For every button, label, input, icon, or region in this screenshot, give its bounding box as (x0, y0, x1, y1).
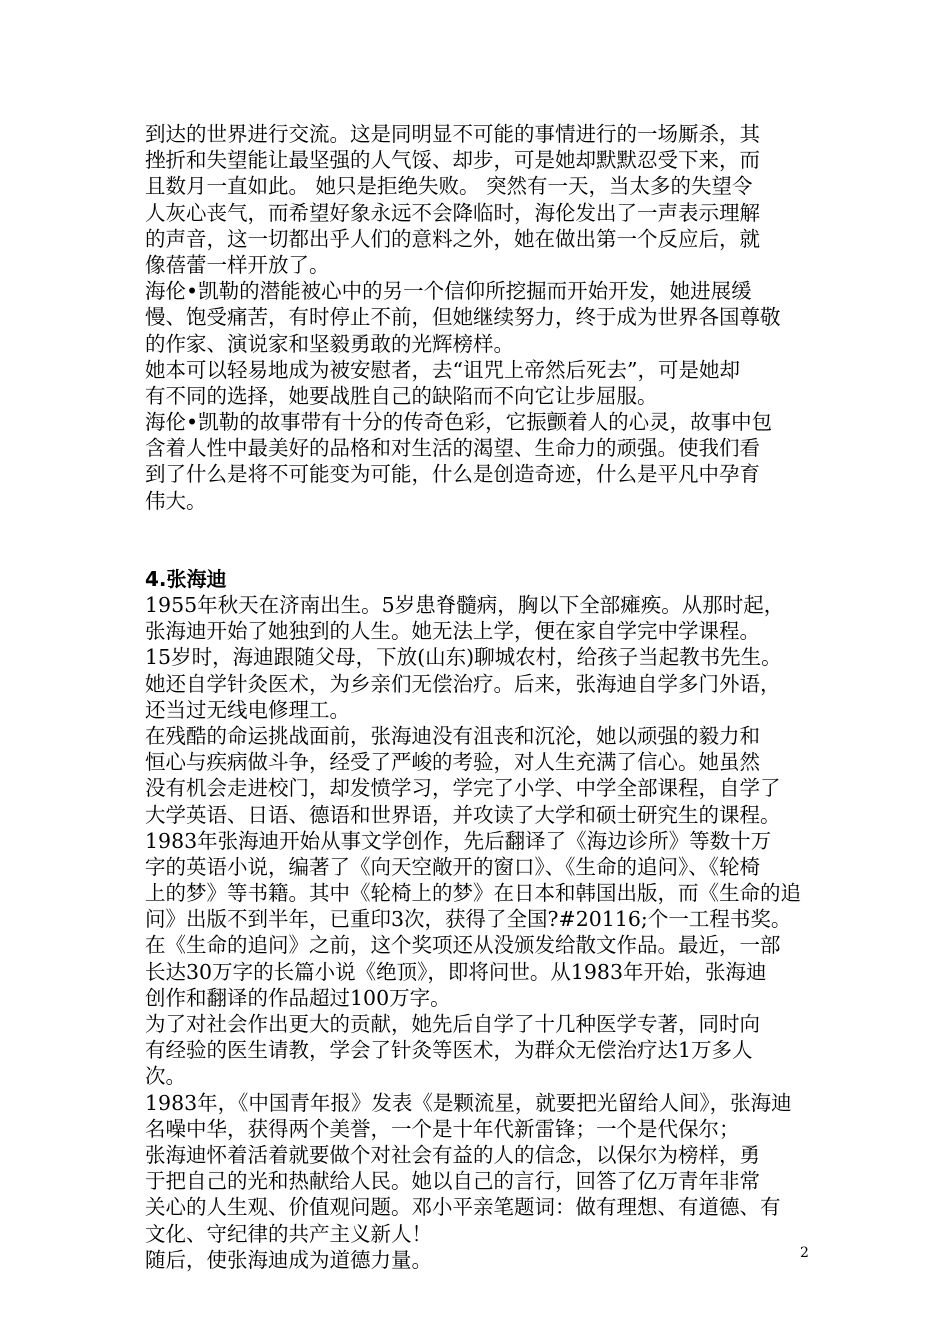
text-line: 她本可以轻易地成为被安慰者，去“诅咒上帝然后死去”，可是她却 (145, 357, 740, 382)
section-spacer (145, 514, 815, 566)
paragraph-block-helen-keller (145, 121, 815, 514)
section-heading: 4.张海迪 (145, 566, 227, 591)
text-line: 还当过无线电修理工。 (145, 697, 350, 722)
text-line: 长达30万字的长篇小说《绝顶》，即将问世。从1983年开始，张海迪 (145, 959, 767, 984)
text-line: 于把自己的光和热献给人民。她以自己的言行，回答了亿万青年非常 (145, 1169, 760, 1194)
text-line: 1983年，《中国青年报》发表《是颗流星，就要把光留给人间》，张海迪 (145, 1090, 792, 1115)
text-line: 海伦•凯勒的故事带有十分的传奇色彩，它振颤着人的心灵，故事中包 (145, 410, 773, 435)
text-line: 含着人性中最美好的品格和对生活的渴望、生命力的顽强。使我们看 (145, 436, 760, 461)
text-line: 创作和翻译的作品超过100万字。 (145, 985, 451, 1010)
text-line: 恒心与疾病做斗争，经受了严峻的考验，对人生充满了信心。她虽然 (145, 750, 760, 775)
text-line: 海伦•凯勒的潜能被心中的另一个信仰所挖掘而开始开发，她进展缓 (145, 279, 752, 304)
document-body (145, 121, 815, 1273)
text-line: 关心的人生观、价值观问题。邓小平亲笔题词：做有理想、有道德、有 (145, 1195, 781, 1220)
text-line: 1955年秋天在济南出生。5岁患脊髓病，胸以下全部瘫痪。从那时起， (145, 593, 785, 617)
text-line: 文化、守纪律的共产主义新人！ (145, 1221, 432, 1246)
text-line: 次。 (145, 1064, 186, 1089)
text-line: 没有机会走进校门，却发愤学习，学完了小学、中学全部课程，自学了 (145, 776, 781, 801)
text-line: 的声音，这一切都出乎人们的意料之外，她在做出第一个反应后，就 (145, 226, 760, 251)
page-number: 2 (800, 1245, 809, 1261)
text-line: 的作家、演说家和坚毅勇敢的光辉榜样。 (145, 331, 514, 356)
text-line: 名噪中华，获得两个美誉，一个是十年代新雷锋；一个是代保尔； (145, 1116, 740, 1141)
text-line: 在《生命的追问》之前，这个奖项还从没颁发给散文作品。最近，一部 (145, 933, 781, 958)
text-line: 像蓓蕾一样开放了。 (145, 252, 330, 277)
text-line: 张海迪怀着活着就要做个对社会有益的人的信念，以保尔为榜样，勇 (145, 1142, 760, 1167)
text-line: 15岁时，海迪跟随父母，下放(山东)聊城农村，给孩子当起教书先生。 (145, 645, 782, 670)
text-line: 有经验的医生请教，学会了针灸等医术，为群众无偿治疗达1万多人 (145, 1038, 753, 1063)
text-line: 1983年张海迪开始从事文学创作，先后翻译了《海边诊所》等数十万 (145, 828, 772, 853)
text-line: 人灰心丧气，而希望好象永远不会降临时，海伦发出了一声表示理解 (145, 200, 760, 225)
text-line: 到了什么是将不可能变为可能，什么是创造奇迹，什么是平凡中孕育 (145, 462, 760, 487)
text-line: 字的英语小说，编著了《向天空敞开的窗口》、《生命的追问》、《轮椅 (145, 854, 760, 879)
text-line: 伟大。 (145, 488, 207, 513)
text-line: 到达的世界进行交流。这是同明显不可能的事情进行的一场厮杀，其 (145, 122, 760, 146)
text-line: 问》出版不到半年，已重印3次，获得了全国?#20116;个一工程书奖。 (145, 907, 792, 932)
text-line: 上的梦》等书籍。其中《轮椅上的梦》在日本和韩国出版，而《生命的追 (145, 881, 801, 906)
text-line: 大学英语、日语、德语和世界语，并攻读了大学和硕士研究生的课程。 (145, 802, 781, 827)
text-line: 且数月一直如此。 她只是拒绝失败。 突然有一天，当太多的失望令 (145, 174, 753, 199)
paragraph-block-zhang-haidi (145, 592, 815, 1273)
text-line: 慢、饱受痛苦，有时停止不前，但她继续努力，终于成为世界各国尊敬 (145, 305, 781, 330)
text-line: 挫折和失望能让最坚强的人气馁、却步，可是她却默默忍受下来，而 (145, 148, 760, 173)
text-line: 为了对社会作出更大的贡献，她先后自学了十几种医学专著，同时向 (145, 1012, 760, 1036)
text-line: 张海迪开始了她独到的人生。她无法上学，便在家自学完中学课程。 (145, 619, 760, 644)
text-line: 随后，使张海迪成为道德力量。 (145, 1247, 432, 1272)
text-line: 她还自学针灸医术，为乡亲们无偿治疗。后来，张海迪自学多门外语， (145, 671, 781, 696)
text-line: 在残酷的命运挑战面前，张海迪没有沮丧和沉沦，她以顽强的毅力和 (145, 723, 760, 748)
text-line: 有不同的选择，她要战胜自己的缺陷而不向它让步屈服。 (145, 383, 658, 408)
